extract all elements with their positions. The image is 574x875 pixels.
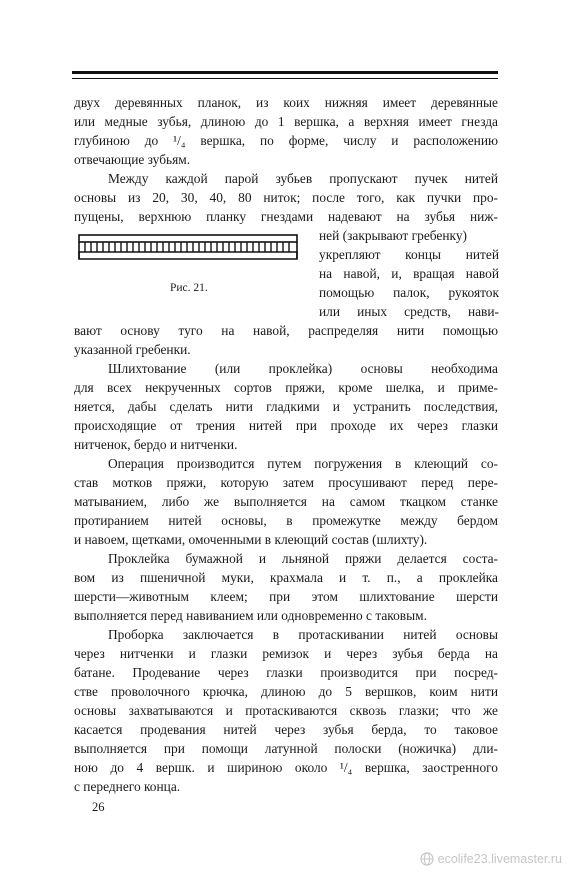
text-line: указанной гребенки. [74, 342, 191, 357]
text-line: шерсти—животным клеем; при этом шлихтование шерсти [74, 589, 498, 604]
text-line: Шлихтование (или проклейка) основы необходима [108, 361, 498, 376]
text-line: или иных средств, нави- [319, 304, 499, 319]
text-line: для всех некрученных сортов пряжи, кроме шелка, и приме- [74, 380, 498, 395]
text-line: Операция производится путем погружения в клеющий со- [108, 456, 498, 471]
header-rule-thick [72, 71, 498, 74]
text-line: отвечающие зубьям. [74, 152, 191, 167]
text-line: став мотков пряжи, которую затем просушивают перед пере- [74, 475, 498, 490]
watermark [420, 852, 562, 866]
text-line: Проклейка бумажной и льняной пряжи делается соста- [108, 551, 498, 566]
text-line: вают основу туго на навой, распределяя нити помощью [74, 323, 498, 338]
figure-caption: Рис. 21. [170, 282, 208, 294]
text-line: матыванием, либо же выполняется на самом ткацком станке [74, 494, 498, 509]
text-line: двух деревянных планок, из коих нижняя имеет деревянные [74, 95, 498, 110]
comb-illustration [77, 232, 299, 264]
text-line: происходящие от трения нитей при проходе их через глазки [74, 418, 498, 433]
page-number: 26 [92, 800, 105, 814]
text-line: выполняется при помощи латунной полоски (ножичка) дли- [74, 741, 498, 756]
text-line: с переднего конца. [74, 779, 181, 794]
text-line: укрепляют концы нитей [319, 247, 499, 262]
globe-icon [420, 852, 434, 866]
text-line: через нитченки и глазки ремизок и через зубья берда на [74, 646, 498, 661]
header-rule-thin [72, 78, 498, 79]
text-line: и навоем, щетками, омоченными в клеющий состав (шлихту). [74, 532, 428, 547]
text-line: на навой, и, вращая навой [319, 266, 499, 281]
text-line: батане. Продевание через глазки производится при посред- [74, 665, 498, 680]
text-line: глубиною до ¹/₄ вершка, по форме, числу и расположению [74, 133, 498, 148]
text-line: ней (закрывают гребенку) [319, 228, 467, 243]
watermark-text: ecolife23.livemaster.ru [437, 852, 562, 866]
text-line: няется, дабы сделать нити гладкими и устранить последствия, [74, 399, 498, 414]
text-line: основы из 20, 30, 40, 80 ниток; после того, как пучки про- [74, 190, 498, 205]
text-line: выполняется перед навиванием или одновременно с таковым. [74, 608, 427, 623]
text-line: стве проволочного крючка, длиною до 5 вершков, коим нити [74, 684, 498, 699]
text-line: касается продевания нитей через зубья берда, то таковое [74, 722, 498, 737]
text-line: вом из пшеничной муки, крахмала и т. п., а проклейка [74, 570, 498, 585]
text-line: Проборка заключается в протаскивании нитей основы [108, 627, 498, 642]
text-line: протиранием нитей основы, в промежутке между бердом [74, 513, 498, 528]
text-line: ною до 4 вершк. и шириною около ¹/₄ вершка, заостренного [74, 760, 498, 775]
text-line: пущены, верхнюю планку гнездами надевают на зубья ниж- [74, 209, 498, 224]
text-line: помощью палок, рукояток [319, 285, 499, 300]
text-line: нитченок, бердо и нитченки. [74, 437, 238, 452]
text-line: основы захватываются и протаскиваются сквозь глазки; что же [74, 703, 498, 718]
text-line: или медные зубья, длиною до 1 вершка, а верхняя имеет гнезда [74, 114, 498, 129]
text-line: Между каждой парой зубьев пропускают пучек нитей [108, 171, 498, 186]
